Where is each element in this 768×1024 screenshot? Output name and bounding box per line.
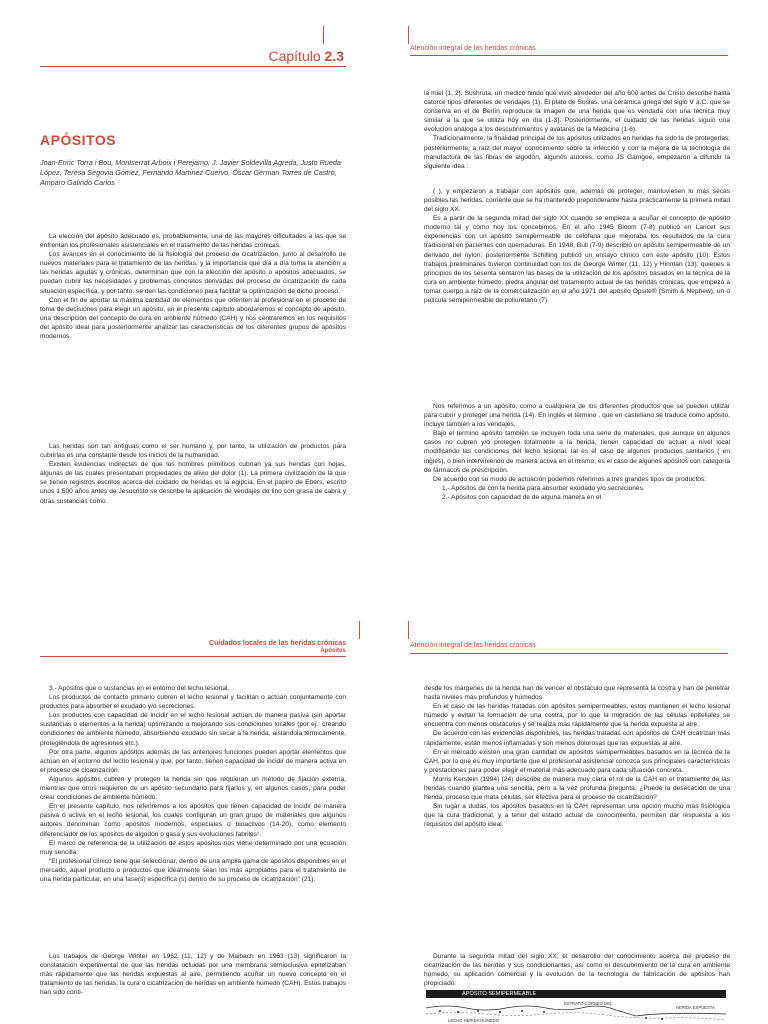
header-rule (410, 653, 728, 654)
body-top (424, 684, 730, 830)
header-tick-mark (408, 26, 409, 44)
diagram-label-stratum: ESTRATO CÓRNEO DEL (564, 1001, 613, 1006)
dressing-diagram (426, 990, 726, 1024)
list-item: 1.- Apósitos de con la herida para absorber exudado y/o secreciones. (442, 484, 645, 492)
page-1 (0, 0, 384, 512)
header-tick-mark (359, 621, 360, 639)
body-paragraph: De acuerdo con su modo de actuación podemos referirnos a tres grandes tipos de productos: (433, 475, 707, 483)
header-rule (410, 55, 728, 56)
chapter-number: 2.3 (324, 48, 344, 64)
body-paragraph: Algunos apósitos cubren y protegen la herida sin que requieran un método de fijación externa, mientras que otros requieren de un apósito secundario para fijarlos y, en algunos casos, para poder crear condiciones de ambiente húmedo. (40, 775, 346, 802)
body-paragraph: Los productos con capacidad de incidir en el lecho lesional actúan de manera pasiva (sin aportar sustancias o elementos a la herida) optimizando o mejorando sus condiciones locales (por ej.: creando condiciones de ambiente húmedo, absorbiendo exudado sin secar a la herida, aislándola térmicamente, protegiéndola de agresiones etc.). (40, 712, 346, 747)
body-paragraph: Por otra parte, algunos apósitos además de las anteriores funciones pueden aportar elementos que actúan en el entorno del lecho lesional y que, por tanto, tienen capacidad de incidir de manera activa en el proceso de cicatrización. (40, 748, 346, 774)
body-paragraph: Durante la segunda mitad del siglo XX, el desarrollo del conocimiento acerca del proceso de cicatrización de las heridas y sus condicionantes, así como el descubrimiento de la cura en ambiente húmedo, su aplicación comercial y la evolución de la tecnología de fabricación de apósitos han propiciado: (424, 953, 730, 988)
tissue-layer-illustration (426, 1002, 726, 1024)
header-rule (40, 66, 346, 67)
body-bottom (424, 402, 730, 502)
body-paragraph: En el mercado existen una gran cantidad de apósitos semipermeables basados en la técnica de la CAH, por lo que es muy importante que el profesional asistencial conozca sus principales características y prestaciones para poder elegir el material más adecuado para cada situación concreta. (424, 748, 730, 774)
header-rule (40, 656, 346, 657)
authors-list: Joan-Enric Torra i Bou, Montserrat Arboix i Perejamo, J. Javier Soldevilla Agreda, Justo Rueda López, Teresa Segovia Gómez, Fernando Martínez Cuervo, Óscar German Torres de Castro, Amparo Galindo Carlos (40, 158, 341, 188)
chapter-tick-mark (323, 26, 324, 44)
chapter-heading (268, 48, 344, 64)
body-paragraph: la miel (1, 2). Sushruta, un medicó hindú que vivió alrededor del año 600 antes de Cristo describe hasta catorce tipos diferentes de vendajes (1). El plato de Sosias, una cerámica griega del siglo V a.C. que se conserva en el de Berlín reproduce la imagen de una herida que es vendada con una técnica muy similar a la que se utiliza hoy en día (1-3). Posteriormente, el cuidado de las heridas siguió una evolución análoga a los descubrimientos y avatares de la Medicina (1-6). (424, 90, 730, 134)
body-paragraph: Es a partir de la segunda mitad del siglo XX cuando se empieza a acuñar el concepto de apósito moderno tal y como hoy los concebimos. En el año 1945 Bloom (7-8) publicó en Lancet sus experiencias con un apósito semipermeable de celofana que mejoraba los resultados de la cura tradicional en pacientes con quemaduras. En 1948, Bull (7-9) describió un apósito semipermeable de un derivado del nylon; posteriormente Schilling publicó un ensayo clínico con este apósito (10). Estos trabajos preliminares tuvieron continuidad con los de George Winter (11, 12) y Hinman (13), quienes a principios de los sesenta sentaron las bases de la utilización de los apósitos basados en la técnica de la cura en ambiente húmedo, piedra angular del tratamiento actual de las heridas crónicas, que empezó a tomar cuerpo a raíz de la comercialización en el año 1971 del apósito Opsite® (Smith & Nephew), un o película semipermeable de poliuretano (7). (424, 215, 730, 304)
running-head: Cuidados locales de las heridas crónicas (209, 640, 346, 647)
body-paragraph: desde los márgenes de la herida han de vencer el obstáculo que representa la costra y han de penetrar hasta niveles más profundos y húmedos. (424, 685, 730, 702)
running-head: Atención integral de las heridas crónicas (410, 45, 536, 52)
section-title: APÓSITOS (40, 132, 117, 148)
history-block (40, 442, 346, 506)
header-tick-mark (408, 621, 409, 639)
body-paragraph: 3.- Apósitos que o sustancias en el entorno del lecho lesional. (49, 685, 230, 692)
body-paragraph: Morris Kerstein (1994) (24) describe de manera muy clara el rol de la CAH en el tratamiento de las heridas cuando plantea una sencilla, pero a la vez profunda pregunta: ¿Puede la desecación de una herida, proceso que mata células, ser efectiva para el proceso de cicatrización? (424, 775, 730, 802)
body-top (424, 89, 730, 305)
body-paragraph: En el presente capítulo, nos referiremos a los apósitos que tienen capacidad de incidir de manera pasiva ó activa en el lecho lesional, los cuales configuran un gran grupo de materiales que algunos autores denominan como apósitos modernos, especiales o bioactivos (14-20), como elemento diferenciador de los apósitos de algodón o gasa y sus evoluciones fabriles¹. (40, 803, 346, 838)
body-paragraph: Tradicionalmente, la finalidad principal de los apósitos utilizados en heridas ha sido la de protegerlas; posteriormente, a raíz del mayor conocimiento sobre la infección y con la mejora de la tecnología de manufactura de las fibras de algodón, algunos autores, como JS Gamgee, empezaron a difundir la siguiente idea : (424, 135, 730, 170)
dressing-bar (426, 990, 726, 998)
body-bottom (424, 952, 730, 988)
body-paragraph: Sin lugar a dudas, los apósitos basados en la CAH representan una opción mucho más fisiológica que la cura tradicional, y a tenor del estado actual de conocimiento, permiten dar respuesta a los requisitos del apósito ideal. (424, 803, 730, 829)
list-item: 2.- Apósitos con capacidad de de alguna manera en el (442, 493, 602, 501)
diagram-label-wound-bed: LECHO HERIDA HÚMEDO (448, 1018, 499, 1023)
page-4 (384, 512, 768, 1024)
page-3 (0, 512, 384, 1024)
dressing-bar-label: APÓSITO SEMIPERMEABLE (462, 991, 537, 997)
history-paragraph: Las heridas son tan antiguas como el ser humano y, por tanto, la utilización de productos para cubrirlas es una constante desde los inicios de la humanidad. (40, 443, 346, 460)
intro-block (40, 232, 346, 341)
quote-paragraph: “El profesional clínico tiene que seleccionar, dentro de una amplia gama de apósitos disponibles en el mercado, aquel producto o productos que idealmente sean los más apropiados para el tratamiento de una herida particular, en una fase(s) específica (s) dentro de su proceso de cicatrización” (21). (40, 857, 346, 883)
body-paragraph: Los productos de contacto primario cubren el lecho lesional y facilitan o actúan conjuntamente con productos para absorber el exudado y/o secreciones. (40, 694, 346, 711)
body-top (40, 684, 346, 884)
body-paragraph: ( ), y empezaron a trabajar con apósitos que, además de proteger, mantuviesen lo más secas posibles las heridas, corriente que se ha mantenido preponderante hasta prácticamente la primera mitad del siglo XX. (424, 187, 730, 214)
body-bottom (40, 952, 346, 997)
intro-paragraph: Los avances en el conocimiento de la fisiología del proceso de cicatrización, junto al desarrollo de nuevos materiales para el tratamiento de las heridas, y la importancia que día a día toma la atención a las heridas agudas y crónicas, determinan que con la elección del apósito o apósitos adecuados, se puedan cubrir las necesidades y problemas concretos derivadas del proceso de cicatrización de cada situación específica, y por tanto, se den las condiciones para facilitar la optimización de dicho proceso. (40, 251, 346, 295)
body-paragraph: El marco de referencia de la utilización de estos apósitos nos viene determinado por una ecuación muy sencilla: (40, 839, 346, 856)
page-2 (384, 0, 768, 512)
body-paragraph: Los trabajos de George Winter en 1962 (11, 12) y de Maibach en 1963 (13) significaron la constatación experimental de que las heridas ocluidas por una membrana semioclusiva epitelizaban más rápidamente que las heridas expuestas al aire, permitiendo acuñar un nuevo concepto en el tratamiento de las heridas, la cura o cicatrización de heridas en ambiente húmedo (CAH). Estos trabajos han sido conti- (40, 953, 346, 997)
body-paragraph: Bajo el termino apósito también se incluyen toda una serie de materiales, que aunque en algunos casos no cubren y/o protegen totalmente a la herida, tienen capacidad de actuar a nivel local modificando las condiciones del lecho lesional, tal es el caso de algunos productos sanitarios ( en inglés), o bien interviniendo de manera activa en el mismo, es el caso de algunos apósitos con categoría de fármacos de prescripción. (424, 430, 730, 474)
diagram-label-exposed: HERIDA EXPUESTA (676, 1005, 715, 1010)
history-paragraph: Existen evidencias indirectas de que los hombres primitivos cubrían ya sus heridas con hojas, algunas de las cuales presentaban propiedades de alivio del dolor (1). La primera civilización de la que se tienen registros escritos acerca del cuidado de heridas es la egipcia. En el papiro de Ebers, escrito unos 1.500 años antes de Jesucristo se describe la aplicación de vendajes de lino con grasa de cabra y otras sustancias como (40, 461, 346, 505)
running-head: Atención integral de las heridas crónicas (410, 642, 536, 649)
intro-paragraph: Con el fin de aportar la máxima cantidad de elementos que orienten al profesional en el proceso de toma de decisiones para elegir un apósito, en el presente capítulo abordaremos el concepto de apósito, una descripción del concepto de cura en ambiente húmedo (CAH) y nos centraremos en los requisitos del apósito ideal para posteriormente analizar las características de los diferentes grupos de apósitos modernos. (40, 296, 346, 341)
chapter-prefix: Capítulo (268, 48, 321, 64)
intro-paragraph: La elección del apósito adecuado es, probablemente, una de las mayores dificultades a las que se enfrentan los profesionales asistenciales en el tratamiento de las heridas crónicas. (40, 233, 346, 250)
product-types-list (424, 484, 730, 502)
running-subhead: Apósitos (320, 648, 346, 654)
body-paragraph: En el caso de las heridas tratadas con apósitos semipermeables, estos mantienen el lecho lesional húmedo y evitan la formación de una costra, por lo que la migración de las células epiteliales se encuentra con menos obstáculos y se realiza más rápidamente que la herida expuesta al aire. (424, 703, 730, 729)
body-paragraph: De acuerdo con las evidencias disponibles, las heridas tratadas con apósitos de CAH cicatrizan más rápidamente, están menos inflamadas y son menos dolorosas que las expuestas al aire. (424, 730, 730, 747)
body-paragraph: Nos referimos a un apósito, como a cualquiera de los diferentes productos que se pueden utilizar para cubrir y proteger una herida (14). En inglés el término , que en castellano se traduce como apósito, incluye también a los vendajes. (424, 403, 730, 429)
